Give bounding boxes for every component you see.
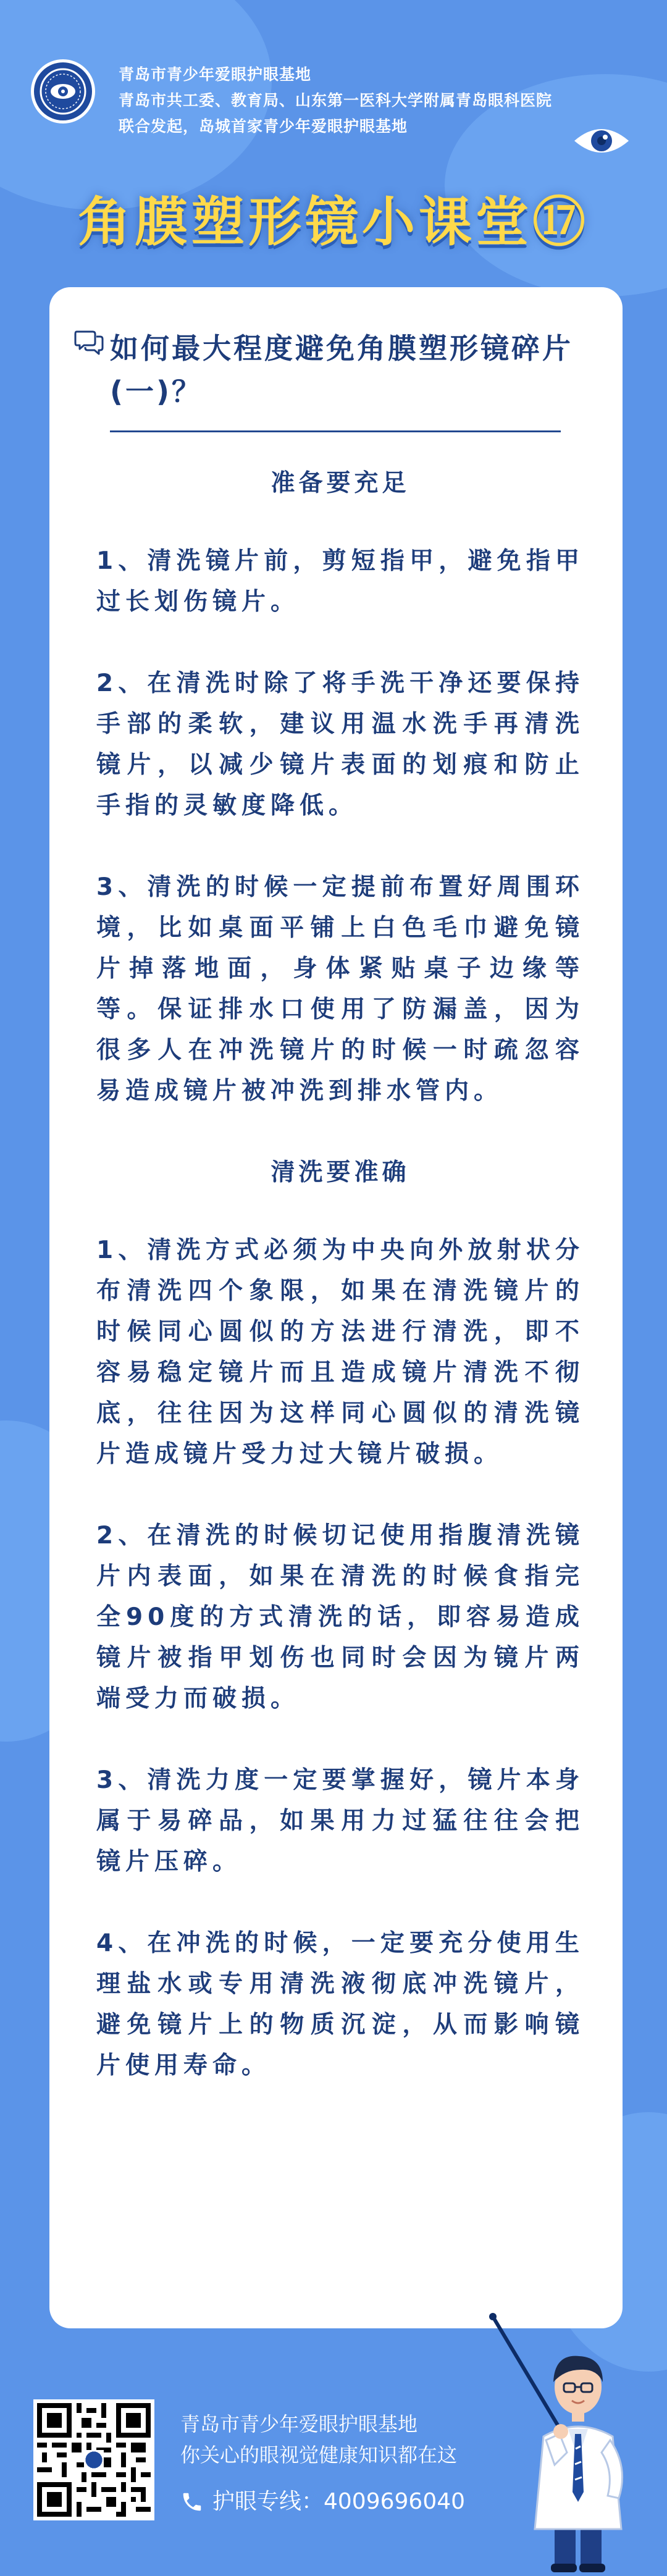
hotline[interactable] (180, 2486, 465, 2517)
footer-slogan: 你关心的眼视觉健康知识都在这 (180, 2443, 458, 2467)
divider (110, 430, 561, 432)
paragraph: 4、在冲洗的时候，一定要充分使用生理盐水或专用清洗液彻底冲洗镜片，避免镜片上的物质沉淀，从而影响镜片使用寿命。 (96, 1929, 584, 2079)
question-bubble-icon (74, 329, 104, 359)
paragraph: 3、清洗力度一定要掌握好，镜片本身属于易碎品，如果用力过猛往往会把镜片压碎。 (96, 1766, 584, 1876)
phone-icon (180, 2490, 204, 2514)
section-title: 清洗要准确 (271, 1159, 410, 1186)
eye-icon (572, 122, 631, 162)
paragraph: 1、清洗镜片前，剪短指甲，避免指甲过长划伤镜片。 (96, 547, 584, 616)
header-line: 青岛市共工委、教育局、山东第一医科大学附属青岛眼科医院 (119, 91, 553, 109)
paragraph: 1、清洗方式必须为中央向外放射状分布清洗四个象限，如果在清洗镜片的时候同心圆似的方法进行清洗，即不容易稳定镜片而且造成镜片清洗不彻底，往往因为这样同心圆似的清洗镜片造成镜片受力过大镜片破损。 (96, 1236, 584, 1468)
paragraph: 2、在清洗时除了将手洗干净还要保持手部的柔软，建议用温水洗手再清洗镜片，以减少镜片表面的划痕和防止手指的灵敏度降低。 (96, 669, 584, 820)
logo-emblem (31, 59, 95, 124)
header-org-info (119, 62, 552, 140)
hotline-text: 护眼专线：4009696040 (212, 2489, 466, 2514)
paragraph: 3、清洗的时候一定提前布置好周围环境，比如桌面平铺上白色毛巾避免镜片掉落地面，身体紧贴桌子边缘等等。保证排水口使用了防漏盖，因为很多人在冲洗镜片的时候一时疏忽容易造成镜片被冲洗到排水管内。 (96, 873, 584, 1105)
card-heading: 如何最大程度避免角膜塑形镜碎片(一)？ (110, 332, 573, 408)
doctor-illustration (482, 2313, 661, 2576)
header-line: 联合发起，岛城首家青少年爱眼护眼基地 (119, 117, 408, 135)
header-line: 青岛市青少年爱眼护眼基地 (119, 65, 312, 83)
article-body (96, 463, 584, 2127)
footer-info (180, 2409, 465, 2517)
content-card (49, 287, 623, 2328)
page-title: 角膜塑形镜小课堂⑰ (78, 191, 589, 253)
footer-org: 青岛市青少年爱眼护眼基地 (180, 2412, 418, 2436)
qr-code[interactable] (33, 2399, 154, 2520)
section-title: 准备要充足 (271, 469, 410, 497)
paragraph: 2、在清洗的时候切记使用指腹清洗镜片内表面，如果在清洗的时候食指完全90度的方式清洗的话，即容易造成镜片被指甲划伤也同时会因为镜片两端受力而破损。 (96, 1522, 584, 1713)
